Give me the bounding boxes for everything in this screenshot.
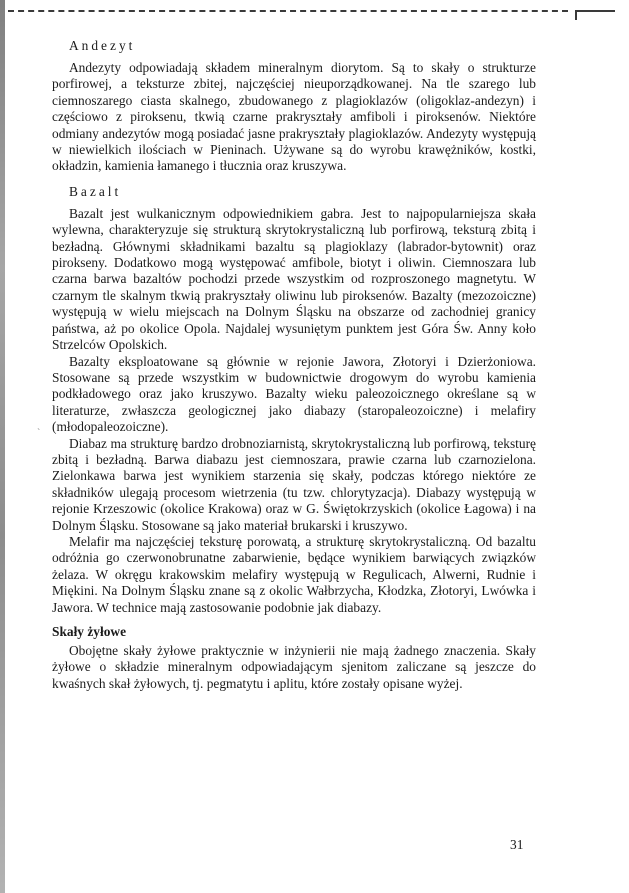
- top-rule-corner: [575, 10, 615, 12]
- page-body: [52, 38, 536, 692]
- top-rule: [8, 10, 568, 12]
- paragraph-melafir: Melafir ma najczęściej teksturę porowatą, a strukturę skrytokrystaliczną. Od bazaltu odróżnia go czerwonobrunatne zabarwienie, będące wynikiem barwiących związków żelaza. W okręgu krakowskim melafiry występują w Regulicach, Alwerni, Rudnie i Miękini. Na Dolnym Śląsku znane są z okolic Wałbrzycha, Kłodzka, Złotoryi, Lwówka i Jawora. W technice mają zastosowanie podobnie jak diabazy.: [52, 533, 536, 615]
- section-heading-bazalt: Bazalt: [69, 183, 122, 199]
- paragraph-andezyt: Andezyty odpowiadają składem mineralnym diorytom. Są to skały o strukturze porfirowej, a teksturze zbitej, najczęściej nieuporządkowanej. Na tle szarego lub ciemnoszarego ciasta skalnego, zbudowanego z plagioklazów (oligoklaz-andezyn) i częściowo z piroksenu, tkwią czarne prakryształy amfiboli i piroksenów. Niektóre odmiany andezytów mogą posiadać jasne prakryształy plagioklazów. Andezyty występują w niewielkich ilościach w Pieninach. Używane są do wyrobu krawężników, kostki, okładzin, kamienia łamanego i tłucznia oraz kruszywa.: [52, 60, 536, 174]
- paragraph-bazalt-1: Bazalt jest wulkanicznym odpowiednikiem gabra. Jest to najpopularniejsza skała wylewna, charakteryzuje się strukturą skrytokrystaliczną lub porfirową, teksturą zbitą i bezładną. Głównymi składnikami bazaltu są plagioklazy (labrador-bytownit) oraz pirokseny. Dodatkowo mogą występować amfibole, biotyt i oliwin. Ciemnoszara lub czarna barwa bazaltów pochodzi przede wszystkim od rozproszonego magnetytu. W czarnym tle skalnym tkwią prakryształy oliwinu lub piroksenów. Bazalty (mezozoiczne) występują w wielu miejscach na Dolnym Śląsku na obszarze od zachodniej granicy państwa, aż po okolice Opola. Najdalej wysuniętym punktem jest Góra Św. Anny koło Strzelców Opolskich.: [52, 205, 536, 353]
- margin-mark: `: [37, 428, 41, 439]
- paragraph-diabaz: Diabaz ma strukturę bardzo drobnoziarnistą, skrytokrystaliczną lub porfirową, teksturę zbitą i bezładną. Barwa diabazu jest ciemnoszara, prawie czarna lub czarnozielona. Zielonkawa barwa jest wynikiem starzenia się skały, podczas którego niektóre ze składników ulegają procesom wietrzenia (tu tzw. chlorytyzacja). Diabazy występują w rejonie Krzeszowic (okolice Krakowa) oraz w G. Świętokrzyskich (okolice Łagowa) i na Dolnym Śląsku. Stosowane są jako materiał brukarski i kruszywo.: [52, 435, 536, 533]
- section-heading-andezyt: Andezyt: [69, 38, 136, 53]
- section-heading-skaly-zylowe: Skały żyłowe: [52, 624, 127, 639]
- paragraph-skaly-zylowe: Obojętne skały żyłowe praktycznie w inżynierii nie mają żadnego znaczenia. Skały żyłowe o składzie mineralnym odpowiadającym sjenitom zaliczane są jeszcze do kwaśnych skał żyłowych, tj. pegmatytu i aplitu, które zostały opisane wyżej.: [52, 643, 536, 691]
- corner-tick: [575, 12, 577, 20]
- paragraph-bazalt-2: Bazalty eksploatowane są głównie w rejonie Jawora, Złotoryi i Dzierżoniowa. Stosowane są przede wszystkim w budownictwie drogowym do wyrobu kamienia podkładowego oraz jako kruszywo. Bazalty wieku paleozoicznego określane są w literaturze, zwłaszcza geologicznej jako diabazy (staropaleozoiczne) i melafiry (młodopaleozoiczne).: [52, 353, 536, 435]
- page-edge-scan-artifact: [0, 0, 5, 893]
- page-number: 31: [510, 837, 524, 852]
